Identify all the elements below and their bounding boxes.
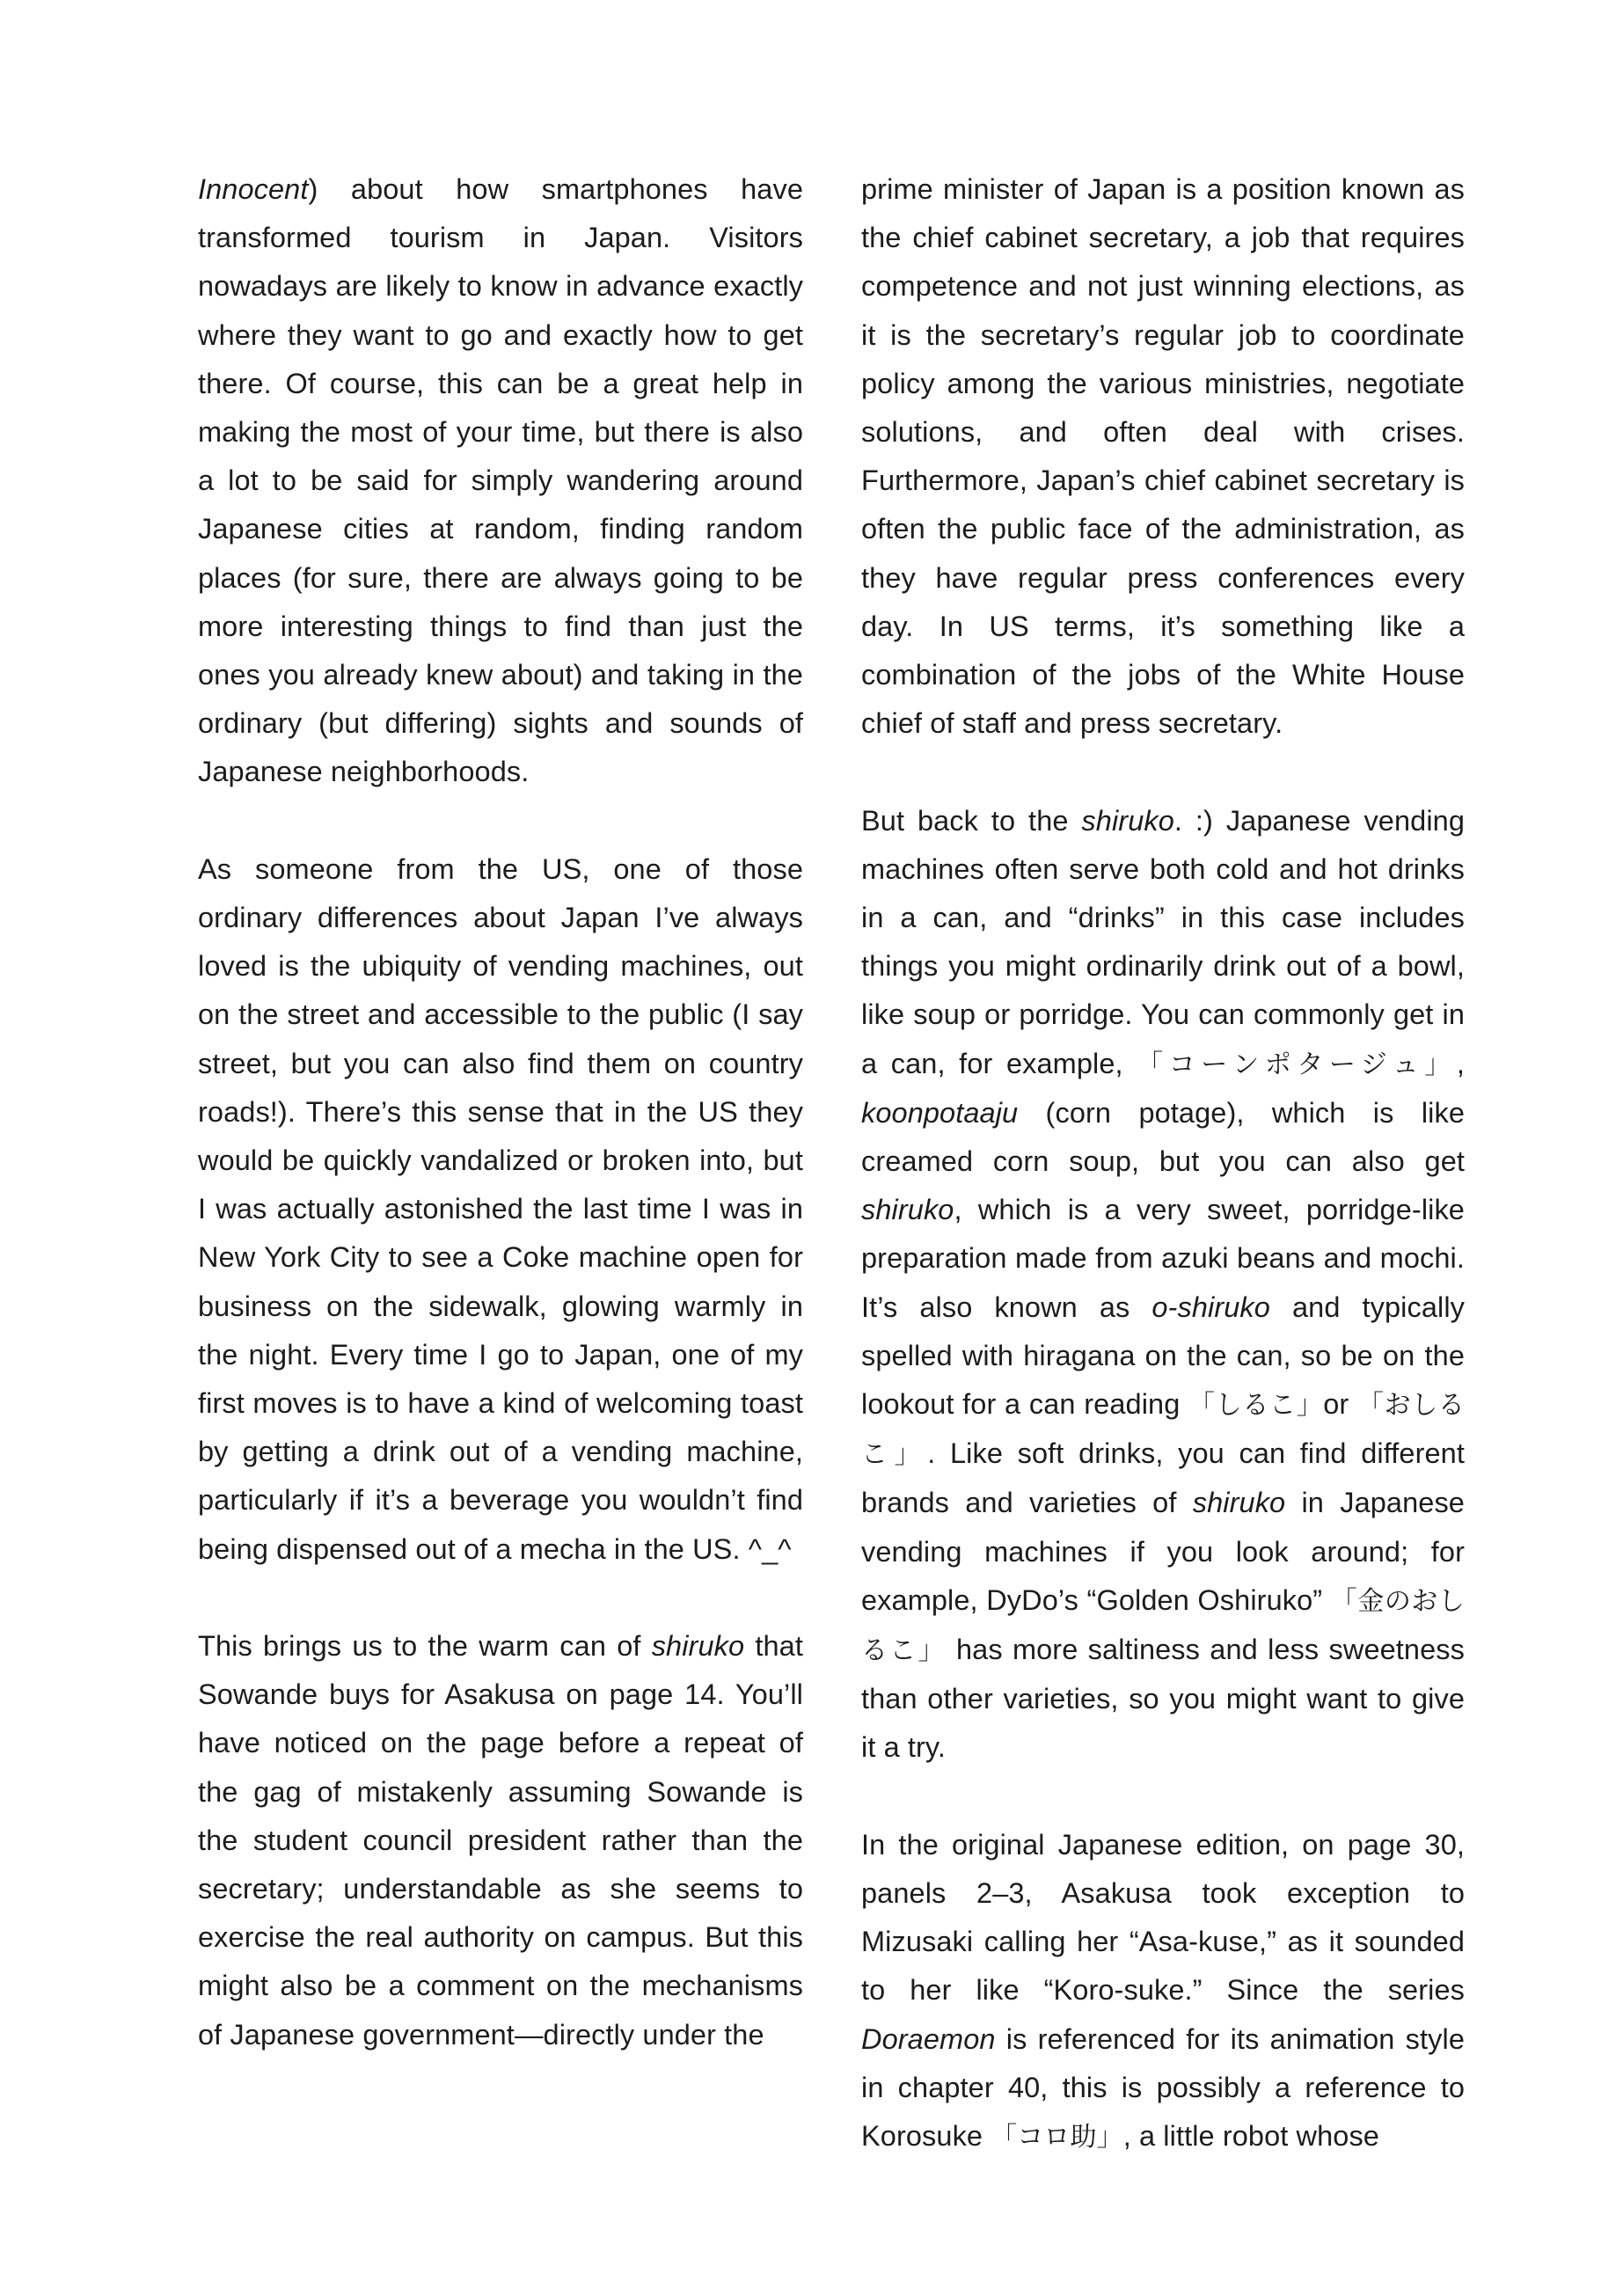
text-segment: and typically spelled with hiragana on the can, so be on the lookout for a can reading [861, 1291, 1465, 1421]
japanese-oshiruko: 「おしるこ」 [861, 1390, 1466, 1471]
term-shiruko: shiruko [1081, 804, 1174, 837]
japanese-kin-no-oshiruko: 「金のおしるこ」 [861, 1585, 1465, 1667]
text-segment: is referenced for its animation style in chapter 40, this is possibly a reference to Korosuke [861, 2022, 1465, 2153]
text-segment: This brings us to the warm can of [198, 1630, 652, 1663]
text-segment: ) about how smartphones have transformed tourism in Japan. Visitors nowadays are likely to know in advance exactly where they want to go and exactly how to get there. Of course, this can be a great help in making the most of your time, but there is also a lot to be said for simply wandering around Japanese cities at random, finding random places (for sure, there are always going to be more interesting things to find than just the ones you already knew about) and taking in the ordinary (but differing) sights and sounds of Japanese neighborhoods. [198, 173, 803, 788]
text-segment: . :) Japanese vending machines often serve both cold and hot drinks in a can, and “drinks” in this case includes things you might ordinarily drink out of a bowl, like soup or porridge. You can commonly get in a can, for example, [861, 804, 1465, 1079]
japanese-korosuke: 「コロ助」 [991, 2122, 1123, 2153]
term-shiruko: shiruko [651, 1630, 745, 1663]
term-shiruko: shiruko [1192, 1487, 1286, 1519]
text-segment: , which is a very sweet, porridge-like preparation made from azuki beans and mochi. It’s also known as [861, 1194, 1465, 1323]
japanese-shiruko: 「しるこ」 [1188, 1390, 1324, 1422]
paragraph-smartphones-tourism [198, 165, 803, 797]
paragraph-vending-machines [198, 845, 803, 1574]
term-o-shiruko: o-shiruko [1151, 1291, 1270, 1323]
term-shiruko: shiruko [861, 1194, 954, 1226]
paragraph-original-japanese-edition [861, 1821, 1465, 2161]
left-text-column [198, 165, 803, 2059]
text-segment: In the original Japanese edition, on page 30, panels 2–3, Asakusa took exception to Mizusaki calling her “Asa-kuse,” as it sounded to her like “Koro-suke.” Since the series [861, 1828, 1465, 2007]
text-segment: or [1323, 1388, 1357, 1421]
text-segment: prime minister of Japan is a position known as the chief cabinet secretary, a job that requires competence and not just winning elections, as it is the secretary’s regular job to coordinate policy among the various ministries, negotiate solutions, and often deal with crises. Furthermore, Japan’s chief cabinet secretary is often the public face of the administration, as they have regular press conferences every day. In US terms, it’s something like a combination of the jobs of the White House chief of staff and press secretary. [861, 173, 1465, 740]
text-segment: that Sowande buys for Asakusa on page 14. You’ll have noticed on the page before a repeat of the gag of mistakenly assuming Sowande is the student council president rather than the secretary; understandable as she seems to exercise the real authority on campus. But this might also be a comment on the mechanisms of Japanese government—directly under the [198, 1630, 803, 2051]
paragraph-shiruko-sowande [198, 1622, 803, 2059]
text-segment: (corn potage), which is like creamed corn soup, but you can also get [861, 1096, 1465, 1178]
text-segment: , [1456, 1047, 1465, 1079]
paragraph-chief-cabinet-secretary [861, 165, 1465, 748]
text-segment: . Like soft drinks, you can find different brands and varieties of [861, 1437, 1465, 1519]
title-doraemon: Doraemon [861, 2022, 996, 2055]
paragraph-back-to-shiruko [861, 797, 1465, 1773]
title-innocent: Innocent [198, 173, 309, 205]
text-segment: has more saltiness and less sweetness than other varieties, so you might want to give it a try. [861, 1634, 1465, 1764]
text-segment: As someone from the US, one of those ordinary differences about Japan I’ve always loved is the ubiquity of vending machines, out on the street and accessible to the public (I say street, but you can also find them on country roads!). There’s this sense that in the US they would be quickly vandalized or broken into, but I was actually astonished the last time I was in New York City to see a Coke machine open for business on the sidewalk, glowing warmly in the night. Every time I go to Japan, one of my first moves is to have a kind of welcoming toast by getting a drink out of a vending machine, particularly if it’s a beverage you wouldn’t find being dispensed out of a mecha in the US. ^_^ [198, 852, 803, 1565]
text-segment: , a little robot whose [1122, 2120, 1379, 2153]
text-segment: But back to the [861, 804, 1082, 837]
text-segment: in Japanese vending machines if you look around; for example, DyDo’s “Golden Oshiruko” [861, 1487, 1465, 1616]
japanese-koonpotaaju: 「コーンポタージュ」 [1137, 1049, 1457, 1080]
term-koonpotaaju: koonpotaaju [861, 1096, 1019, 1129]
right-text-column [861, 165, 1465, 2161]
